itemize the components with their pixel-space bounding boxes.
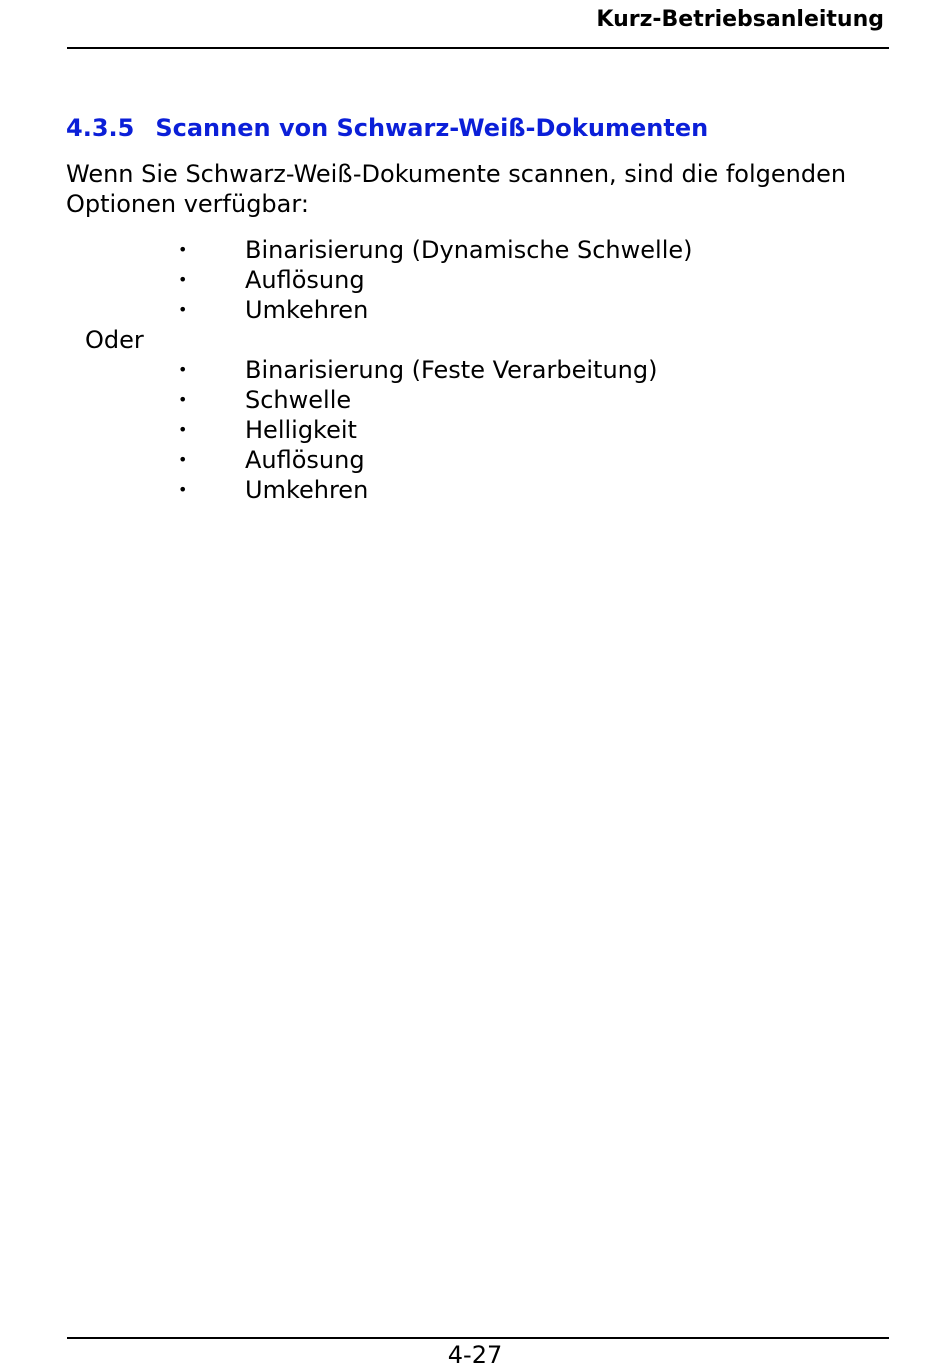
- option-label: Auflösung: [245, 446, 365, 474]
- or-separator: Oder: [85, 326, 144, 354]
- section-number: 4.3.5: [66, 114, 135, 142]
- bullet-icon: •: [178, 450, 188, 469]
- bullet-icon: •: [178, 420, 188, 439]
- option-label: Umkehren: [245, 476, 369, 504]
- option-label: Auflösung: [245, 266, 365, 294]
- intro-paragraph: Wenn Sie Schwarz-Weiß-Dokumente scannen, sind die folgenden Optionen verfügbar:: [66, 160, 847, 218]
- option-label: Binarisierung (Feste Verarbeitung): [245, 356, 658, 384]
- bullet-icon: •: [178, 390, 188, 409]
- option-label: Helligkeit: [245, 416, 357, 444]
- section-title: Scannen von Schwarz-Weiß-Dokumenten: [155, 114, 709, 142]
- option-label: Binarisierung (Dynamische Schwelle): [245, 236, 693, 264]
- bullet-icon: •: [178, 240, 188, 259]
- page-number: 4-27: [447, 1341, 503, 1369]
- option-label: Schwelle: [245, 386, 352, 414]
- bullet-icon: •: [178, 480, 188, 499]
- bullet-icon: •: [178, 300, 188, 319]
- running-header-title: Kurz-Betriebsanleitung: [596, 7, 884, 32]
- header-divider: [67, 47, 889, 49]
- section-heading: [66, 114, 708, 142]
- bullet-icon: •: [178, 360, 188, 379]
- bullet-icon: •: [178, 270, 188, 289]
- footer-divider: [67, 1337, 889, 1339]
- option-label: Umkehren: [245, 296, 369, 324]
